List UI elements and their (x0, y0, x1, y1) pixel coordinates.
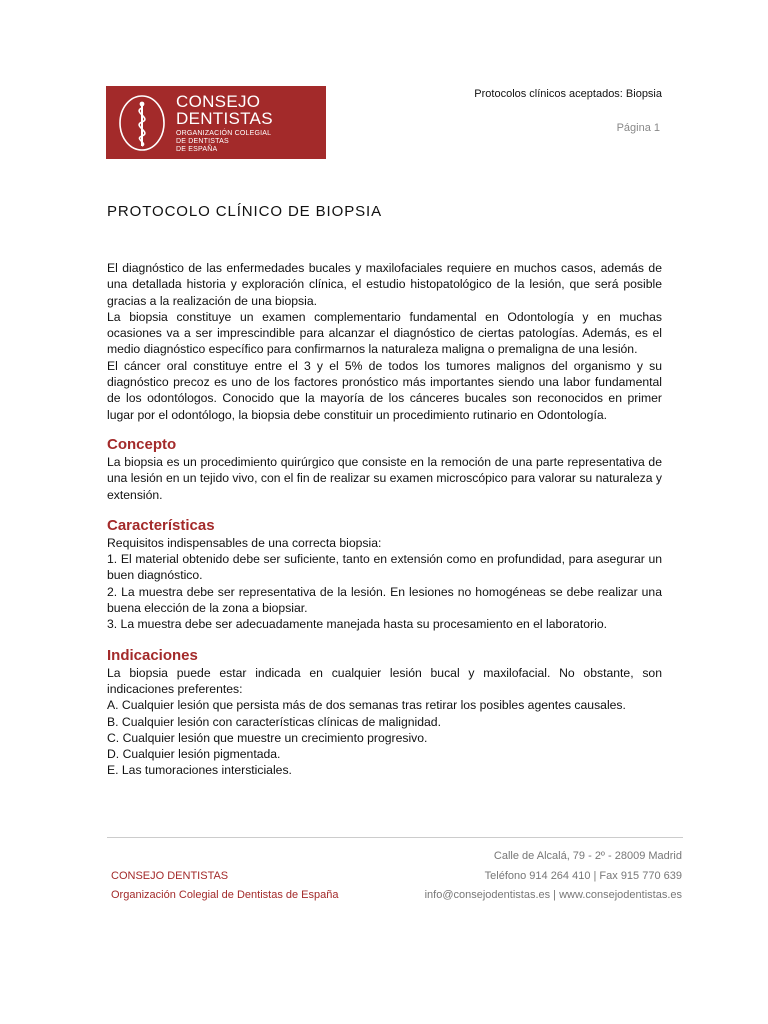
caracteristicas-item-1: 1. El material obtenido debe ser suficiente, tanto en extensión como en profundidad, para asegurar un buen diagnóstico. (107, 552, 662, 583)
indicaciones-item-d: D. Cualquier lesión pigmentada. (107, 747, 281, 762)
intro-paragraph-2: La biopsia constituye un examen complementario fundamental en Odontología y en muchas ocasiones va a ser imprescindible para alcanzar el diagnóstico de ciertas patologías. Además, es el medio diagnóstico específico para confirmarnos la naturaleza maligna o premaligna de una lesión. (107, 309, 662, 357)
indicaciones-item-b: B. Cualquier lesión con características clínicas de malignidad. (107, 714, 441, 729)
footer-contact-web: info@consejodentistas.es | www.consejodentistas.es (424, 889, 682, 901)
page-number: Página 1 (616, 122, 660, 134)
logo-line-2: DENTISTAS (176, 109, 273, 128)
logo-subline-3: DE ESPAÑA (176, 146, 218, 153)
section-heading-indicaciones: Indicaciones (107, 646, 198, 664)
footer-divider (107, 837, 683, 838)
header-title: Protocolos clínicos aceptados: Biopsia (474, 88, 662, 100)
organization-logo (106, 86, 326, 159)
concepto-text: La biopsia es un procedimiento quirúrgico que consiste en la remoción de una parte representativa de una lesión en un tejido vivo, con el fin de realizar su examen microscópico para valorar su naturaleza y extensión. (107, 454, 662, 502)
caduceus-icon (118, 94, 166, 152)
indicaciones-item-c: C. Cualquier lesión que muestre un crecimiento progresivo. (107, 730, 428, 745)
intro-paragraph-1: El diagnóstico de las enfermedades bucales y maxilofaciales requiere en muchos casos, además de una detallada historia y exploración clínica, el estudio histopatológico de la lesión, que será posible gracias a la realización de una biopsia. (107, 261, 662, 308)
document-body (107, 260, 662, 779)
section-heading-concepto: Concepto (107, 435, 177, 453)
logo-line-1: CONSEJO (176, 92, 261, 111)
section-heading-caracteristicas: Características (107, 516, 215, 534)
document-title: PROTOCOLO CLÍNICO DE BIOPSIA (107, 203, 382, 220)
indicaciones-item-a: A. Cualquier lesión que persista más de dos semanas tras retirar los posibles agentes causales. (107, 698, 626, 713)
logo-subline-2: DE DENTISTAS (176, 138, 229, 145)
intro-paragraph-3: El cáncer oral constituye entre el 3 y el 5% de todos los tumores malignos del organismo y su diagnóstico precoz es uno de los factores pronóstico más importantes siendo una labor fundamental de los odontólogos. Conocido que la mayoría de los cánceres bucales son reconocidos en primer lugar por el odontólogo, la biopsia debe constituir un procedimiento rutinario en Odontología. (107, 358, 662, 422)
caracteristicas-item-2: 2. La muestra debe ser representativa de la lesión. En lesiones no homogéneas se debe realizar una buena elección de la zona a biopsiar. (107, 584, 662, 616)
footer-org-name: CONSEJO DENTISTAS (111, 870, 229, 882)
indicaciones-intro: La biopsia puede estar indicada en cualquier lesión bucal y maxilofacial. No obstante, son indicaciones preferentes: (107, 665, 662, 696)
footer-phone: Teléfono 914 264 410 | Fax 915 770 639 (484, 870, 682, 882)
caracteristicas-item-3: 3. La muestra debe ser adecuadamente manejada hasta su procesamiento en el laboratorio. (107, 617, 608, 632)
caracteristicas-intro: Requisitos indispensables de una correcta biopsia: (107, 535, 382, 550)
logo-subline-1: ORGANIZACIÓN COLEGIAL (176, 130, 272, 137)
footer-address: Calle de Alcalá, 79 - 2º - 28009 Madrid (493, 850, 682, 862)
footer-org-fullname: Organización Colegial de Dentistas de España (111, 889, 339, 901)
indicaciones-item-e: E. Las tumoraciones intersticiales. (107, 763, 292, 778)
